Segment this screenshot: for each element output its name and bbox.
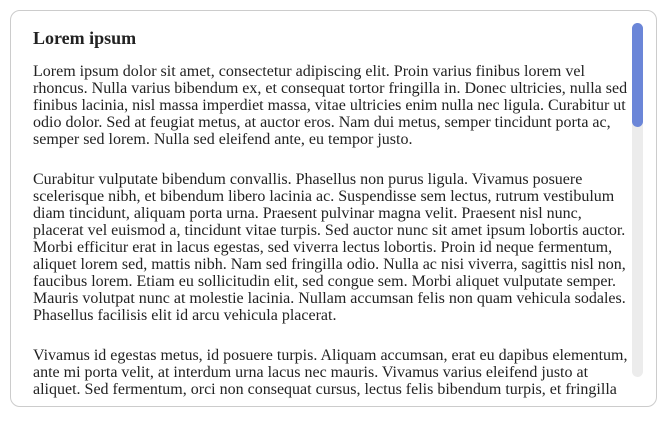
paragraph-3: Vivamus id egestas metus, id posuere turpis. Aliquam accumsan, erat eu dapibus elementum, ante mi porta velit, at interdum urna lacus nec mauris. Vivamus varius eleifend justo at aliquet. Sed fermentum, orci non consequat cursus, lectus felis bibendum turpis, et fringilla: [33, 347, 628, 398]
scrollbar-track[interactable]: [632, 23, 643, 377]
paragraph-1: Lorem ipsum dolor sit amet, consectetur adipiscing elit. Proin varius finibus lorem vel rhoncus. Nulla varius bibendum ex, et consequat tortor fringilla in. Donec ultricies, nulla sed finibus lacinia, nisl massa imperdiet massa, vitae ultricies enim nulla nec ligula. Curabitur ut odio dolor. Sed at feugiat metus, at auctor eros. Nam dui metus, semper tincidunt porta ac, semper sed lorem. Nulla sed eleifend ante, eu tempor justo.: [33, 63, 628, 148]
page-title: Lorem ipsum: [33, 28, 137, 48]
scrollbar-thumb[interactable]: [632, 23, 643, 127]
card-content: [33, 28, 630, 407]
paragraph-2: Curabitur vulputate bibendum convallis. Phasellus non purus ligula. Vivamus posuere scelerisque nibh, et bibendum libero lacinia ac. Suspendisse sem lectus, rutrum vestibulum diam tincidunt, aliquam porta urna. Praesent pulvinar magna velit. Praesent nisl nunc, placerat vel euismod a, tincidunt vitae turpis. Sed auctor nunc sit amet ipsum lobortis auctor. Morbi efficitur erat in lacus egestas, sed viverra lectus lobortis. Proin id neque fermentum, aliquet lorem sed, mattis nibh. Nam sed fringilla odio. Nulla ac nisi viverra, sagittis nisl non, faucibus lorem. Etiam eu sollicitudin elit, sed congue sem. Morbi aliquet vulputate semper. Mauris volutpat nunc at molestie lacinia. Nullam accumsan felis non quam vehicula sodales. Phasellus facilisis elit id arcu vehicula placerat.: [33, 171, 626, 324]
scroll-container[interactable]: [10, 10, 657, 407]
